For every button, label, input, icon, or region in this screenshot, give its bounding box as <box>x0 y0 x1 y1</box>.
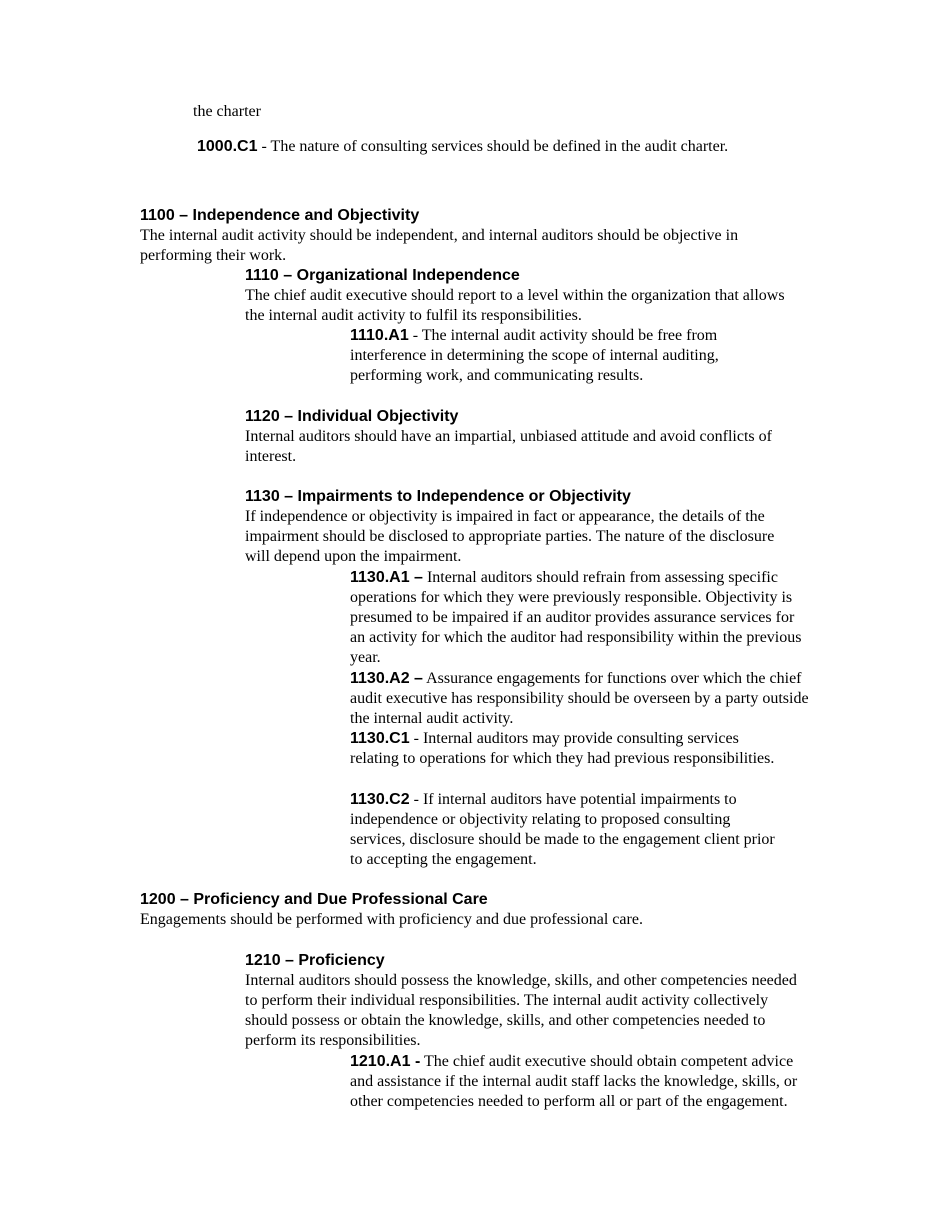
standard-1130-a2 <box>350 669 815 729</box>
section-heading-1110: 1110 – Organizational Independence <box>245 267 520 284</box>
standard-text: - The nature of consulting services should be defined in the audit charter. <box>257 138 729 155</box>
standard-text: - If internal auditors have potential impairments to independence or objectivity relating to proposed consulting services, disclosure should be made to the engagement client prior to accepting the engagement. <box>350 791 775 868</box>
section-body-1130: If independence or objectivity is impaired in fact or appearance, the details of the impairment should be disclosed to appropriate parties. The nature of the disclosure will depend upon the impairment. <box>245 508 775 565</box>
standard-code: 1110.A1 <box>350 327 409 344</box>
standard-1130-c1 <box>350 729 785 769</box>
standard-code: 1130.C2 <box>350 791 410 808</box>
section-body-1110: The chief audit executive should report to a level within the organization that allows the internal audit activity to fulfil its responsibilities. <box>245 287 785 324</box>
standard-code: 1210.A1 - <box>350 1053 421 1070</box>
standard-code: 1130.C1 <box>350 730 410 747</box>
standard-text: - Internal auditors may provide consulting services relating to operations for which they had previous responsibilities. <box>350 730 775 767</box>
section-heading-1130: 1130 – Impairments to Independence or Objectivity <box>245 488 631 505</box>
standard-1130-c2 <box>350 790 785 870</box>
standard-text: - The internal audit activity should be free from interference in determining the scope of internal auditing, performing work, and communicating results. <box>350 327 719 384</box>
section-heading-1100: 1100 – Independence and Objectivity <box>140 207 420 224</box>
standard-code: 1130.A2 – <box>350 670 423 687</box>
standard-1210-a1 <box>350 1052 815 1112</box>
charter-text: the charter <box>193 103 261 120</box>
section-body-1120: Internal auditors should have an impartial, unbiased attitude and avoid conflicts of interest. <box>245 428 772 465</box>
section-heading-1200: 1200 – Proficiency and Due Professional Care <box>140 891 488 908</box>
standard-code: 1000.C1 <box>197 138 258 155</box>
standard-1000-c1 <box>193 137 733 157</box>
section-heading-1210: 1210 – Proficiency <box>245 952 385 969</box>
standard-text: The chief audit executive should obtain competent advice and assistance if the internal audit staff lacks the knowledge, skills, or other competencies needed to perform all or part of the engagement. <box>350 1053 798 1110</box>
standard-text: Internal auditors should refrain from assessing specific operations for which they were previously responsible. Objectivity is presumed to be impaired if an auditor provides assurance services for an activity for which the auditor had responsibility within the previous year. <box>350 569 802 666</box>
standard-1110-a1 <box>350 326 770 386</box>
standard-text: Assurance engagements for functions over which the chief audit executive has responsibility should be overseen by a party outside the internal audit activity. <box>350 670 809 727</box>
standard-1130-a1 <box>350 568 805 668</box>
standard-code: 1130.A1 – <box>350 569 423 586</box>
section-body-1100: The internal audit activity should be independent, and internal auditors should be objective in performing their work. <box>140 227 739 264</box>
section-body-1200: Engagements should be performed with proficiency and due professional care. <box>140 911 643 928</box>
section-body-1210: Internal auditors should possess the knowledge, skills, and other competencies needed to perform their individual responsibilities. The internal audit activity collectively should possess or obtain the knowledge, skills, and other competencies needed to perform its responsibilities. <box>245 972 797 1049</box>
section-heading-1120: 1120 – Individual Objectivity <box>245 408 459 425</box>
